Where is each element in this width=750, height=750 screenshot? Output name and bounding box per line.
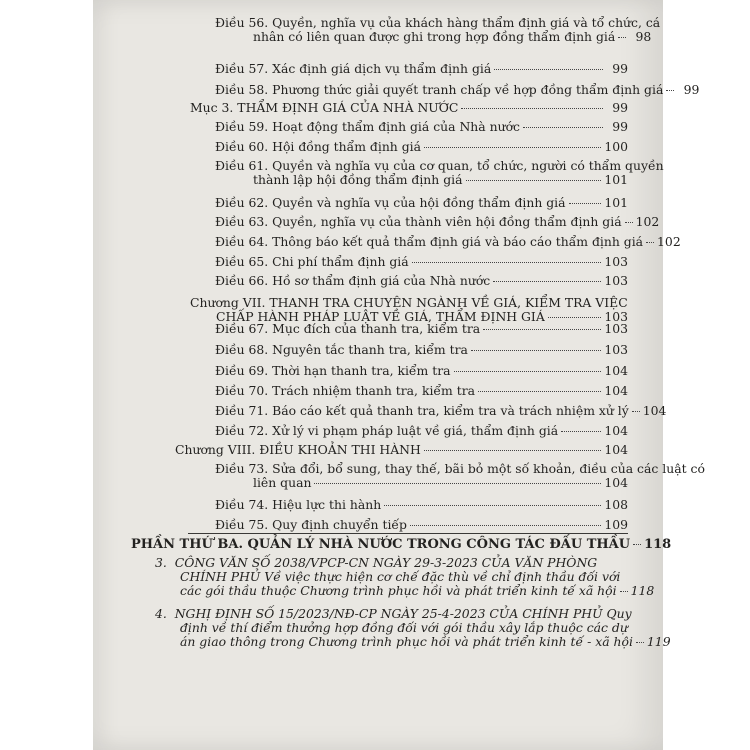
toc-entry-title: Chương VIII. ĐIỀU KHOẢN THI HÀNH: [175, 442, 421, 457]
toc-page-number: 118: [630, 583, 655, 598]
toc-page-number: 100: [604, 139, 628, 154]
toc-entry-title: NGHỊ ĐỊNH SỐ 15/2023/NĐ-CP NGÀY 25-4-2023 CỦA CHÍNH PHỦ Quy: [174, 606, 632, 621]
toc-page-number: 103: [604, 321, 628, 336]
leader-dots: [632, 411, 640, 412]
toc-entry-title: Điều 69. Thời hạn thanh tra, kiểm tra: [215, 363, 451, 378]
leader-dots: [454, 371, 602, 372]
leader-dots: [548, 317, 602, 318]
toc-entry-title: Điều 59. Hoạt động thẩm định giá của Nhà nước: [215, 119, 520, 134]
toc-entry-title: Điều 64. Thông báo kết quả thẩm định giá và báo cáo thẩm định giá: [215, 234, 644, 249]
leader-dots: [636, 642, 644, 643]
toc-page-number: 99: [612, 100, 628, 115]
toc-entry: [215, 424, 628, 438]
leader-dots: [410, 525, 601, 526]
toc-entry: [215, 15, 661, 44]
toc-page-number: 103: [604, 342, 628, 357]
toc-entry: [215, 322, 628, 336]
toc-page-number: 102: [635, 214, 660, 229]
toc-entry: [215, 214, 660, 229]
toc-entry-title-cont: CHẤP HÀNH PHÁP LUẬT VỀ GIÁ, THẨM ĐỊNH GIÁ: [216, 309, 545, 324]
toc-page-number: 98: [635, 29, 652, 44]
toc-entry-title: Điều 66. Hồ sơ thẩm định giá của Nhà nước: [215, 273, 491, 288]
toc-entry-chapter: [175, 443, 628, 457]
document-number: 3.: [155, 555, 167, 570]
toc-entry: [215, 384, 628, 398]
toc-entry: [215, 255, 628, 269]
toc-entry-title: Điều 75. Quy định chuyển tiếp: [215, 517, 407, 532]
toc-entry-title-cont: liên quan: [253, 475, 312, 490]
toc-page-number: 104: [604, 363, 628, 378]
leader-dots: [314, 483, 601, 484]
leader-dots: [471, 350, 601, 351]
leader-dots: [569, 203, 602, 204]
leader-dots: [494, 69, 603, 70]
toc-page-number: 99: [683, 82, 700, 97]
toc-page-number: 103: [604, 273, 628, 288]
toc-entry-title: Điều 58. Phương thức giải quyết tranh chấp về hợp đồng thẩm định giá: [215, 82, 664, 97]
toc-entry-title: CÔNG VĂN SỐ 2038/VPCP-CN NGÀY 29-3-2023 CỦA VĂN PHÒNG: [174, 555, 598, 570]
toc-page-number: 104: [604, 383, 628, 398]
toc-entry-part: [131, 537, 672, 552]
toc-entry-title: Điều 67. Mục đích của thanh tra, kiểm tra: [215, 321, 481, 336]
toc-entry-title: Chương VII. THANH TRA CHUYÊN NGÀNH VỀ GIÁ, KIỂM TRA VIỆC: [190, 295, 628, 310]
toc-entry-title: Điều 74. Hiệu lực thi hành: [215, 497, 382, 512]
toc-entry: [215, 461, 705, 490]
toc-entry-title: PHẦN THỨ BA. QUẢN LÝ NHÀ NƯỚC TRONG CÔNG TÁC ĐẤU THẦU: [131, 537, 631, 552]
leader-dots: [633, 544, 641, 545]
leader-dots: [461, 108, 603, 109]
toc-entry-title: Điều 56. Quyền, nghĩa vụ của khách hàng thẩm định giá và tổ chức, cá: [215, 15, 661, 30]
toc-entry-title: Điều 62. Quyền và nghĩa vụ của hội đồng thẩm định giá: [215, 195, 566, 210]
toc-entry: [215, 82, 700, 97]
toc-entry-title: Mục 3. THẨM ĐỊNH GIÁ CỦA NHÀ NƯỚC: [190, 100, 459, 115]
toc-page-number: 103: [604, 309, 628, 324]
toc-entry-title: Điều 71. Báo cáo kết quả thanh tra, kiểm tra và trách nhiệm xử lý: [215, 403, 629, 418]
toc-entry: [215, 343, 628, 357]
toc-entry: [215, 403, 667, 418]
toc-entry: [215, 518, 628, 532]
section-divider: [188, 533, 628, 534]
leader-dots: [478, 391, 601, 392]
toc-entry: [215, 234, 681, 249]
toc-page-number: 119: [646, 634, 671, 649]
toc-entry-title-cont: định về thí điểm thưởng hợp đồng đối với gói thầu xây lắp thuộc các dự: [180, 620, 628, 635]
toc-page-number: 118: [644, 537, 672, 552]
toc-entry: [215, 364, 628, 378]
toc-entry-title-cont: án giao thông trong Chương trình phục hồi và phát triển kinh tế - xã hội: [180, 634, 633, 649]
toc-entry-title: Điều 68. Nguyên tắc thanh tra, kiểm tra: [215, 342, 468, 357]
toc-entry: [215, 274, 628, 288]
leader-dots: [666, 90, 674, 91]
toc-entry-title-cont: nhân có liên quan được ghi trong hợp đồng thẩm định giá: [253, 29, 616, 44]
leader-dots: [424, 450, 602, 451]
toc-page-number: 103: [604, 254, 628, 269]
toc-entry-chapter: [190, 296, 628, 324]
leader-dots: [618, 37, 626, 38]
leader-dots: [466, 180, 602, 181]
toc-entry: [215, 158, 664, 187]
toc-entry-title-cont: các gói thầu thuộc Chương trình phục hồi và phát triển kinh tế xã hội: [180, 583, 617, 598]
leader-dots: [561, 431, 601, 432]
document-number: 4.: [155, 606, 167, 621]
toc-page-number: 109: [604, 517, 628, 532]
toc-page-number: 104: [604, 423, 628, 438]
toc-page-number: 99: [612, 61, 628, 76]
leader-dots: [424, 147, 601, 148]
toc-page-number: 104: [604, 442, 628, 457]
toc-entry-title: Điều 60. Hội đồng thẩm định giá: [215, 139, 421, 154]
toc-page-number: 99: [612, 119, 628, 134]
toc-entry-document: [155, 606, 671, 649]
toc-entry: [215, 62, 628, 76]
toc-entry-section: [190, 101, 628, 115]
toc-entry-title: Điều 57. Xác định giá dịch vụ thẩm định giá: [215, 61, 492, 76]
toc-entry-title: Điều 72. Xử lý vi phạm pháp luật về giá, thẩm định giá: [215, 423, 559, 438]
toc-entry-title-cont: thành lập hội đồng thẩm định giá: [253, 172, 463, 187]
leader-dots: [384, 505, 601, 506]
toc-entry-title: Điều 73. Sửa đổi, bổ sung, thay thế, bãi bỏ một số khoản, điều của các luật có: [215, 461, 705, 476]
toc-entry-title: Điều 63. Quyền, nghĩa vụ của thành viên hội đồng thẩm định giá: [215, 214, 622, 229]
leader-dots: [493, 281, 601, 282]
toc-entry-title-cont: CHÍNH PHỦ Về việc thực hiện cơ chế đặc thù về chỉ định thầu đối với: [180, 569, 621, 584]
toc-entry: [215, 140, 628, 154]
leader-dots: [412, 262, 602, 263]
toc-page-number: 101: [604, 195, 628, 210]
toc-entry-document: [155, 555, 655, 598]
leader-dots: [523, 127, 603, 128]
toc-page-number: 104: [604, 475, 628, 490]
toc-page-number: 102: [657, 234, 681, 249]
toc-entry: [215, 196, 628, 210]
leader-dots: [483, 329, 601, 330]
toc-entry-title: Điều 70. Trách nhiệm thanh tra, kiểm tra: [215, 383, 476, 398]
leader-dots: [620, 591, 628, 592]
toc-page-number: 108: [604, 497, 628, 512]
toc-page-number: 101: [604, 172, 628, 187]
leader-dots: [625, 222, 633, 223]
toc-entry: [215, 498, 628, 512]
toc-entry-title: Điều 65. Chi phí thẩm định giá: [215, 254, 409, 269]
toc-entry-title: Điều 61. Quyền và nghĩa vụ của cơ quan, tổ chức, người có thẩm quyền: [215, 158, 664, 173]
toc-entry: [215, 120, 628, 134]
leader-dots: [646, 242, 654, 243]
toc-page-number: 104: [642, 403, 667, 418]
